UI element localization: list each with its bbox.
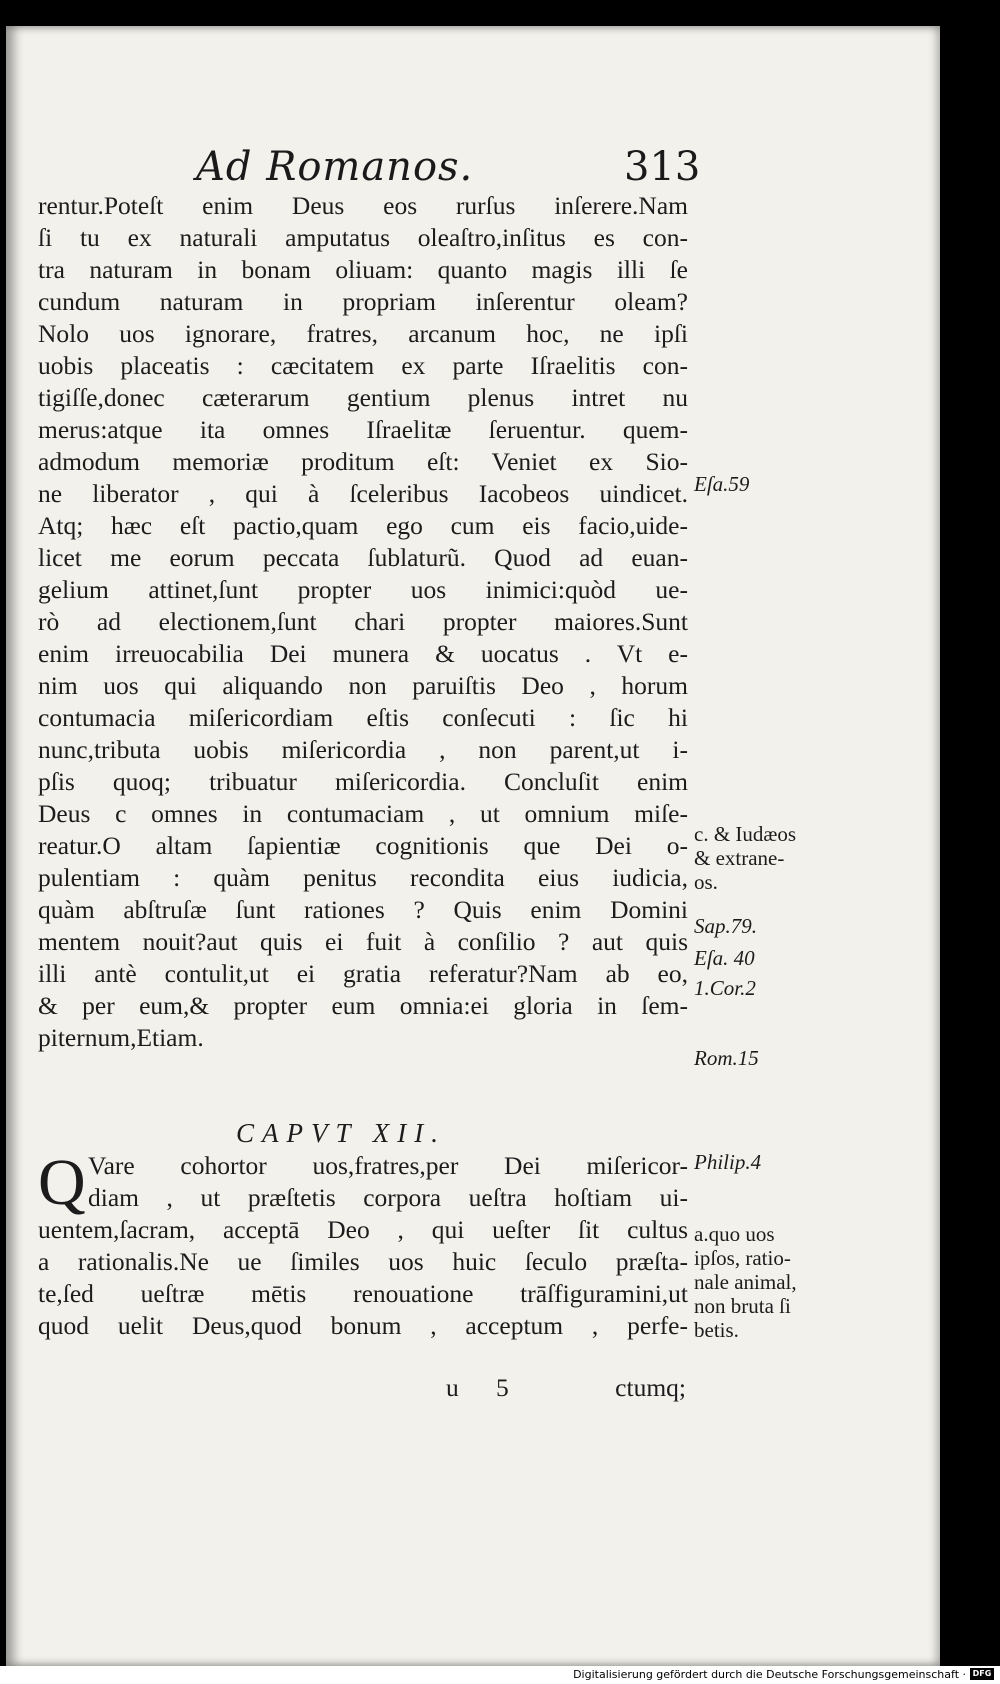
text-line: nunc,tributa uobis miſericordia , non parent,ut i- bbox=[38, 735, 688, 764]
book-page bbox=[6, 26, 940, 1666]
text-line: rentur.Poteſt enim Deus eos rurſus inſerere.Nam bbox=[38, 191, 688, 220]
catchline bbox=[446, 1373, 686, 1405]
dfg-logo: DFG bbox=[970, 1668, 994, 1680]
catchword: ctumq; bbox=[615, 1373, 686, 1402]
marginal-note-a: non bruta ſi bbox=[694, 1294, 791, 1318]
marginal-note-c: c. & Iudæos bbox=[694, 822, 797, 846]
signature-mark: u bbox=[446, 1373, 459, 1402]
marginal-note-a: nale animal, bbox=[694, 1270, 797, 1294]
text-line: merus:atque ita omnes Iſraelitæ ſeruentur. quem- bbox=[38, 415, 688, 444]
page-number: 313 bbox=[624, 144, 701, 190]
text-line: Deus c omnes in contumaciam , ut omnium miſe- bbox=[38, 799, 688, 828]
text-line: pſis quoq; tribuatur miſericordia. Concluſit enim bbox=[38, 767, 688, 796]
text-line: tra naturam in bonam oliuam: quanto magis illi ſe bbox=[38, 255, 688, 284]
text-line: reatur.O altam ſapientiæ cognitionis que Dei o- bbox=[38, 831, 688, 860]
marginal-note-esa59: Eſa.59 bbox=[694, 472, 750, 496]
page-header bbox=[6, 144, 940, 194]
marginal-note-a: a.quo uos bbox=[694, 1222, 775, 1246]
body-text bbox=[38, 190, 688, 1054]
drop-cap: Q bbox=[38, 1146, 86, 1219]
text-line: diam , ut præſtetis corpora ueſtra hoſtiam ui- bbox=[88, 1183, 688, 1212]
marginal-note-a: betis. bbox=[694, 1318, 739, 1342]
text-line: quod uelit Deus,quod bonum , acceptum , perfe- bbox=[38, 1311, 688, 1340]
marginal-note-c: os. bbox=[694, 870, 718, 894]
signature-number: 5 bbox=[496, 1373, 509, 1402]
text-line: mentem nouit?aut quis ei fuit à conſilio ? aut quis bbox=[38, 927, 688, 956]
text-line: contumacia miſericordiam eſtis conſecuti : ſic hi bbox=[38, 703, 688, 732]
text-line: ſi tu ex naturali amputatus oleaſtro,inſitus es con- bbox=[38, 223, 688, 252]
running-title: Ad Romanos. bbox=[196, 144, 474, 190]
marginal-note-c: & extrane- bbox=[694, 846, 785, 870]
text-line: cundum naturam in propriam inſerentur oleam? bbox=[38, 287, 688, 316]
text-line: admodum memoriæ proditum eſt: Veniet ex Sio- bbox=[38, 447, 688, 476]
text-line: Nolo uos ignorare, fratres, arcanum hoc, ne ipſi bbox=[38, 319, 688, 348]
marginal-note-sap: Sap.79. bbox=[694, 914, 757, 938]
text-line: quàm abſtruſæ ſunt rationes ? Quis enim Domini bbox=[38, 895, 688, 924]
text-line: licet me eorum peccata ſublaturũ. Quod ad euan- bbox=[38, 543, 688, 572]
text-line: & per eum,& propter eum omnia:ei gloria in ſem- bbox=[38, 991, 688, 1020]
text-line: illi antè contulit,ut ei gratia referatur?Nam ab eo, bbox=[38, 959, 688, 988]
text-line: pulentiam : quàm penitus recondita eius iudicia, bbox=[38, 863, 688, 892]
chapter-text bbox=[38, 1146, 688, 1342]
marginal-note-philip: Philip.4 bbox=[694, 1150, 762, 1174]
text-line: Atq; hæc eſt pactio,quam ego cum eis facio,uide- bbox=[38, 511, 688, 540]
text-line: Vare cohortor uos,fratres,per Dei miſericor- bbox=[88, 1151, 688, 1180]
text-line: uentem,ſacram, acceptā Deo , qui ueſter ſit cultus bbox=[38, 1215, 688, 1244]
text-line: enim irreuocabilia Dei munera & uocatus . Vt e- bbox=[38, 639, 688, 668]
text-line: a rationalis.Ne ue ſimiles uos huic ſeculo præſta- bbox=[38, 1247, 688, 1276]
text-line: ne liberator , qui à ſceleribus Iacobeos uindicet. bbox=[38, 479, 688, 508]
text-line: piternum,Etiam. bbox=[38, 1023, 204, 1052]
text-line: rò ad electionem,ſunt chari propter maiores.Sunt bbox=[38, 607, 688, 636]
marginal-note-esa40: Eſa. 40 bbox=[694, 946, 755, 970]
digitization-credit: Digitalisierung gefördert durch die Deutsche Forschungsgemeinschaft · bbox=[573, 1668, 966, 1681]
text-line: te,ſed ueſtræ mētis renouatione trāſfiguramini,ut bbox=[38, 1279, 688, 1308]
text-line: nim uos qui aliquando non paruiſtis Deo , horum bbox=[38, 671, 688, 700]
marginal-note-cor: 1.Cor.2 bbox=[694, 976, 756, 1000]
text-line: gelium attinet,ſunt propter uos inimici:quòd ue- bbox=[38, 575, 688, 604]
text-line: tigiſſe,donec cæterarum gentium plenus intret nu bbox=[38, 383, 688, 412]
text-line: uobis placeatis : cæcitatem ex parte Iſraelitis con- bbox=[38, 351, 688, 380]
marginal-note-rom: Rom.15 bbox=[694, 1046, 759, 1070]
chapter-heading: CAPVT XII. bbox=[236, 1118, 446, 1148]
marginal-note-a: ipſos, ratio- bbox=[694, 1246, 791, 1270]
